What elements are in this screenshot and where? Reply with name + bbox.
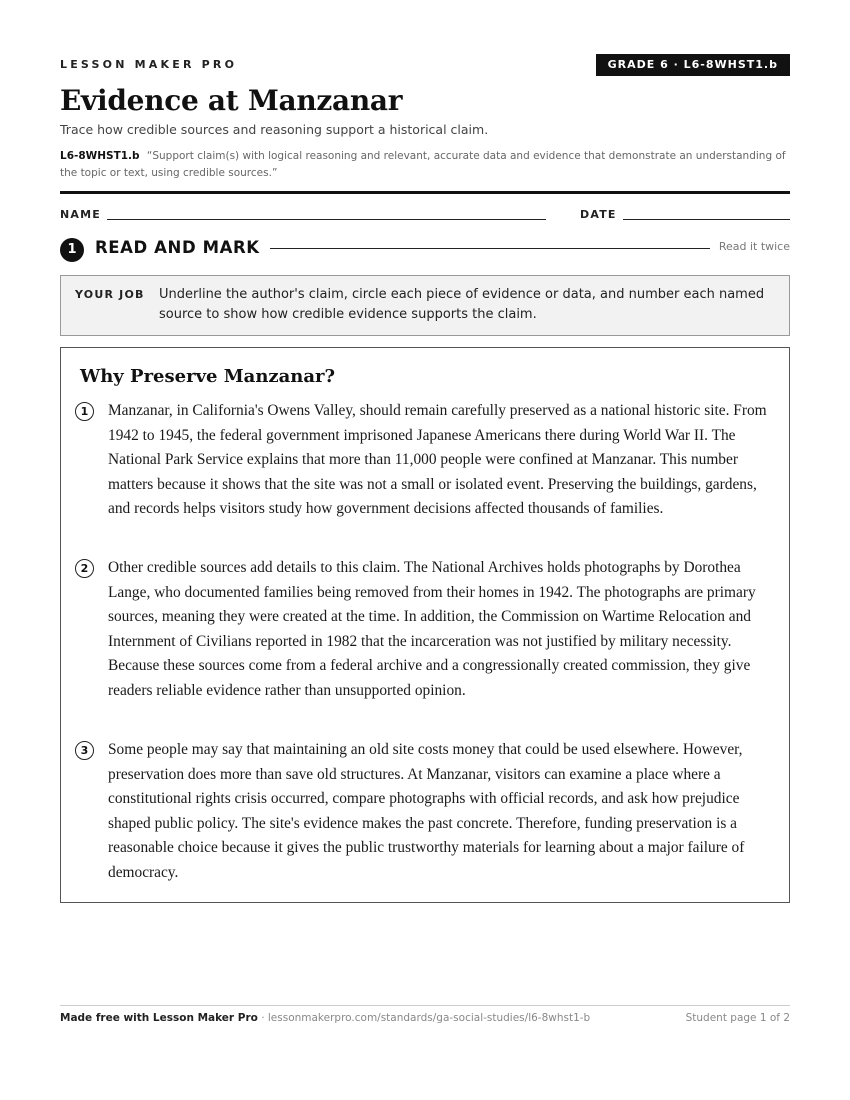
page-subtitle: Trace how credible sources and reasoning support a historical claim.: [60, 122, 489, 137]
footer-divider: [60, 1005, 790, 1006]
section-note: Read it twice: [718, 240, 790, 253]
paragraph-text: Other credible sources add details to this claim. The National Archives holds photographs by Dorothea Lange, who documented families being removed from their homes in 1942. The photographs are primary sources, meaning they were created at the time. In addition, the Commission on Wartime Relocation and Internment of Civilians reported in 1982 that the incarceration was not justified by military necessity. Because these sources come from a federal archive and a congressionally created commission, they give readers reliable evidence rather than unsupported opinion.: [108, 559, 756, 699]
section-title: READ AND MARK: [95, 238, 260, 257]
standard-code: L6-8WHST1.b: [60, 150, 140, 162]
date-label: DATE: [580, 208, 617, 221]
footer-made-with: Made free with Lesson Maker Pro: [60, 1012, 258, 1024]
paragraph-text: Manzanar, in California's Owens Valley, should remain carefully preserved as a national historic site. From 1942 to 1945, the federal government imprisoned Japanese Americans there during World War II. The National Park Service explains that more than 11,000 people were confined at Manzanar. This number matters because it shows that the site was not a small or isolated event. Preserving the buildings, gardens, and records helps visitors study how government decisions affected thousands of families.: [108, 402, 767, 517]
instructions-text: Underline the author's claim, circle each piece of evidence or data, and number each named source to show how credible evidence supports the claim.: [159, 287, 765, 322]
date-field[interactable]: [623, 219, 790, 220]
standard-text: “Support claim(s) with logical reasoning and relevant, accurate data and evidence that demonstrate an understanding of the topic or text, using credible sources.”: [60, 150, 786, 179]
paragraph-number: 2: [75, 559, 94, 578]
header-divider: [60, 191, 790, 194]
article-title: Why Preserve Manzanar?: [80, 366, 336, 387]
step-number-badge: 1: [60, 238, 84, 262]
section-header: [60, 236, 790, 260]
paragraph-text: Some people may say that maintaining an old site costs money that could be used elsewhere. However, preservation does more than save old structures. At Manzanar, visitors can examine a place where a constitutional rights crisis occurred, compare photographs with official records, and ask how prejudice shaped public policy. The site's evidence makes the past concrete. Therefore, funding preservation is a reasonable choice because it gives the public trustworthy materials for learning about a major failure of democracy.: [108, 741, 745, 881]
grade-badge: GRADE 6 · L6-8WHST1.b: [596, 54, 790, 76]
section-rule: [270, 248, 710, 249]
name-label: NAME: [60, 208, 101, 221]
page-title: Evidence at Manzanar: [60, 84, 403, 117]
instructions-box: [60, 275, 790, 336]
paragraph-number: 1: [75, 402, 94, 421]
footer-credit: [60, 1012, 590, 1024]
standard-statement: [60, 148, 790, 182]
instructions-label: YOUR JOB: [75, 288, 145, 301]
name-field[interactable]: [107, 219, 546, 220]
paragraph-number: 3: [75, 741, 94, 760]
article-box: [60, 347, 790, 903]
footer-url[interactable]: · lessonmakerpro.com/standards/ga-social-studies/l6-8whst1-b: [257, 1012, 591, 1024]
brand-name: LESSON MAKER PRO: [60, 58, 238, 71]
worksheet-page: [60, 0, 790, 1100]
footer-page-number: Student page 1 of 2: [685, 1012, 790, 1024]
